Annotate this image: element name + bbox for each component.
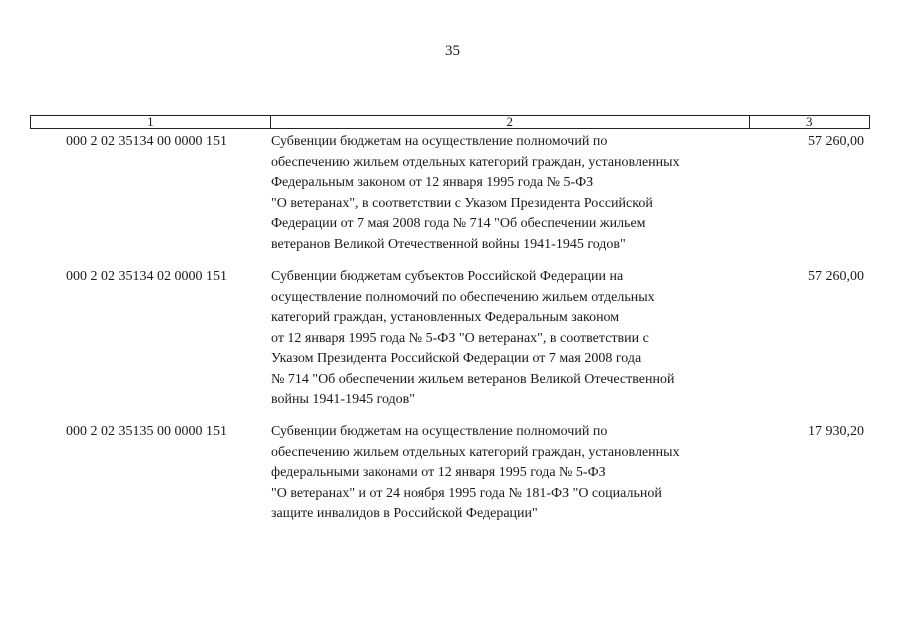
description-line: Федеральным законом от 12 января 1995 года № 5-ФЗ xyxy=(271,175,594,190)
description-line: Указом Президента Российской Федерации от 7 мая 2008 года xyxy=(271,351,642,366)
row-description xyxy=(271,422,751,525)
description-line: Субвенции бюджетам на осуществление полномочий по xyxy=(271,134,608,149)
description-line: обеспечению жильем отдельных категорий граждан, установленных xyxy=(271,154,680,170)
page-number: 35 xyxy=(445,43,460,59)
description-line: Субвенции бюджетам субъектов Российской Федерации на xyxy=(271,269,624,284)
description-line: федеральными законами от 12 января 1995 года № 5-ФЗ xyxy=(271,465,606,480)
row-amount: 57 260,00 xyxy=(808,269,864,284)
description-line: Субвенции бюджетам на осуществление полномочий по xyxy=(271,424,608,439)
description-line: "О ветеранах", в соответствии с Указом Президента Российской xyxy=(271,195,653,211)
table-header-row xyxy=(30,115,870,129)
description-line: осуществление полномочий по обеспечению жильем отдельных xyxy=(271,289,655,305)
budget-code: 000 2 02 35134 00 0000 151 xyxy=(66,134,227,149)
description-line: "О ветеранах" и от 24 ноября 1995 года № 181-ФЗ "О социальной xyxy=(271,485,662,501)
table-row xyxy=(30,267,870,412)
description-line: обеспечению жильем отдельных категорий граждан, установленных xyxy=(271,444,680,460)
table-row xyxy=(30,132,870,257)
table-row xyxy=(30,422,870,527)
description-line: категорий граждан, установленных Федеральным законом xyxy=(271,310,620,325)
budget-table xyxy=(30,114,870,521)
row-amount: 57 260,00 xyxy=(808,134,864,149)
description-line: от 12 января 1995 года № 5-ФЗ "О ветеранах", в соответствии с xyxy=(271,330,649,346)
description-line: Федерации от 7 мая 2008 года № 714 "Об обеспечении жильем xyxy=(271,216,646,231)
row-description xyxy=(271,132,751,255)
budget-code: 000 2 02 35135 00 0000 151 xyxy=(66,424,227,439)
column-header-3: 3 xyxy=(749,116,869,128)
budget-code: 000 2 02 35134 02 0000 151 xyxy=(66,269,227,284)
column-header-1: 1 xyxy=(147,114,154,129)
row-description xyxy=(271,267,751,411)
description-line: № 714 "Об обеспечении жильем ветеранов Великой Отечественной xyxy=(271,371,675,387)
description-line: ветеранов Великой Отечественной войны 1941-1945 годов" xyxy=(271,236,626,252)
description-line: защите инвалидов в Российской Федерации" xyxy=(271,506,538,521)
row-amount: 17 930,20 xyxy=(808,424,864,439)
description-line: войны 1941-1945 годов" xyxy=(271,392,416,407)
column-header-2: 2 xyxy=(270,116,749,128)
